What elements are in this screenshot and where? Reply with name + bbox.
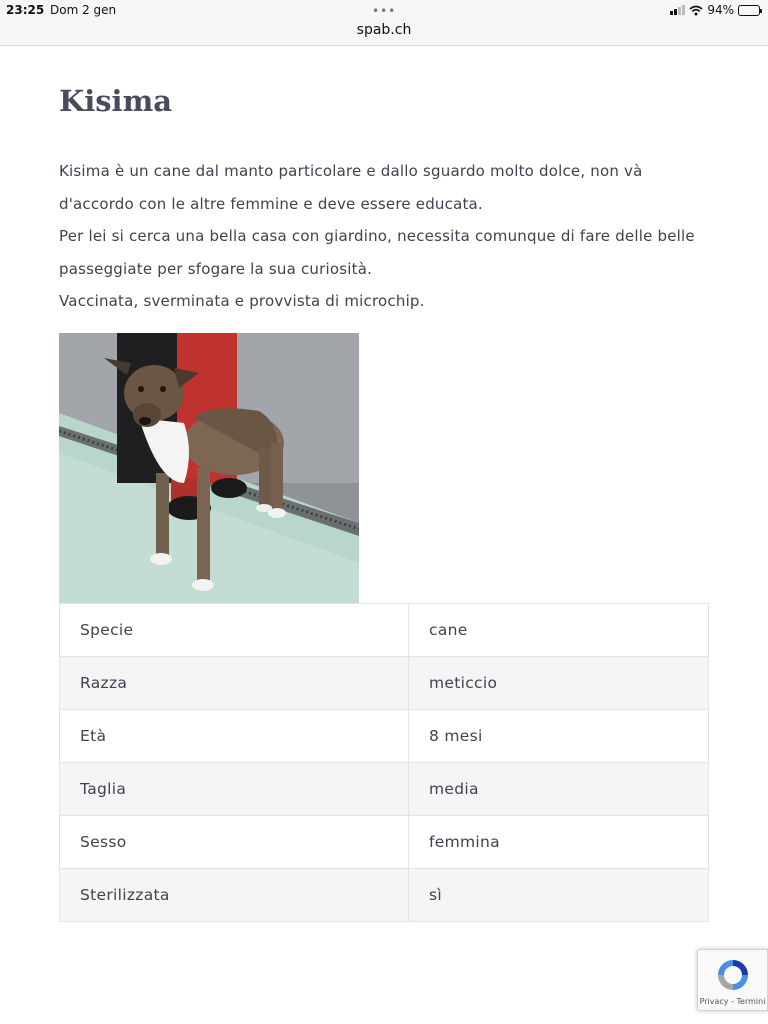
more-dots-icon[interactable]: •••	[372, 4, 397, 18]
detail-value: 8 mesi	[409, 710, 709, 763]
recaptcha-links[interactable]: Privacy - Termini	[699, 997, 766, 1006]
recaptcha-badge[interactable]	[697, 949, 768, 1011]
detail-value: meticcio	[409, 657, 709, 710]
battery-percentage: 94%	[707, 3, 734, 17]
description-paragraph: Kisima è un cane dal manto particolare e dallo sguardo molto dolce, non và d'accordo con le altre femmine e deve essere educata.	[59, 162, 643, 213]
cellular-signal-icon	[670, 5, 685, 15]
detail-label: Sesso	[60, 816, 409, 869]
wifi-icon	[689, 5, 703, 16]
detail-label: Razza	[60, 657, 409, 710]
table-row	[60, 763, 709, 816]
status-time: 23:25	[6, 3, 45, 17]
description-paragraph: Vaccinata, sverminata e provvista di microchip.	[59, 292, 425, 310]
detail-value: cane	[409, 604, 709, 657]
detail-value: sì	[409, 869, 709, 922]
table-row	[60, 657, 709, 710]
detail-label: Età	[60, 710, 409, 763]
detail-value: femmina	[409, 816, 709, 869]
page-title: Kisima	[59, 84, 173, 118]
table-row	[60, 710, 709, 763]
animal-description	[59, 155, 709, 318]
table-row	[60, 816, 709, 869]
battery-icon	[738, 5, 760, 16]
recaptcha-icon	[714, 956, 752, 994]
animal-details-table	[59, 603, 709, 922]
description-paragraph: Per lei si cerca una bella casa con giardino, necessita comunque di fare delle belle passeggiate per sfogare la sua curiosità.	[59, 227, 695, 278]
table-row	[60, 869, 709, 922]
status-date: Dom 2 gen	[50, 3, 117, 17]
dog-photo	[59, 333, 359, 603]
detail-value: media	[409, 763, 709, 816]
address-bar-url[interactable]: spab.ch	[356, 22, 412, 38]
browser-top-bar	[0, 0, 768, 46]
detail-label: Specie	[60, 604, 409, 657]
detail-label: Taglia	[60, 763, 409, 816]
detail-label: Sterilizzata	[60, 869, 409, 922]
status-indicators	[670, 3, 760, 17]
table-row	[60, 604, 709, 657]
